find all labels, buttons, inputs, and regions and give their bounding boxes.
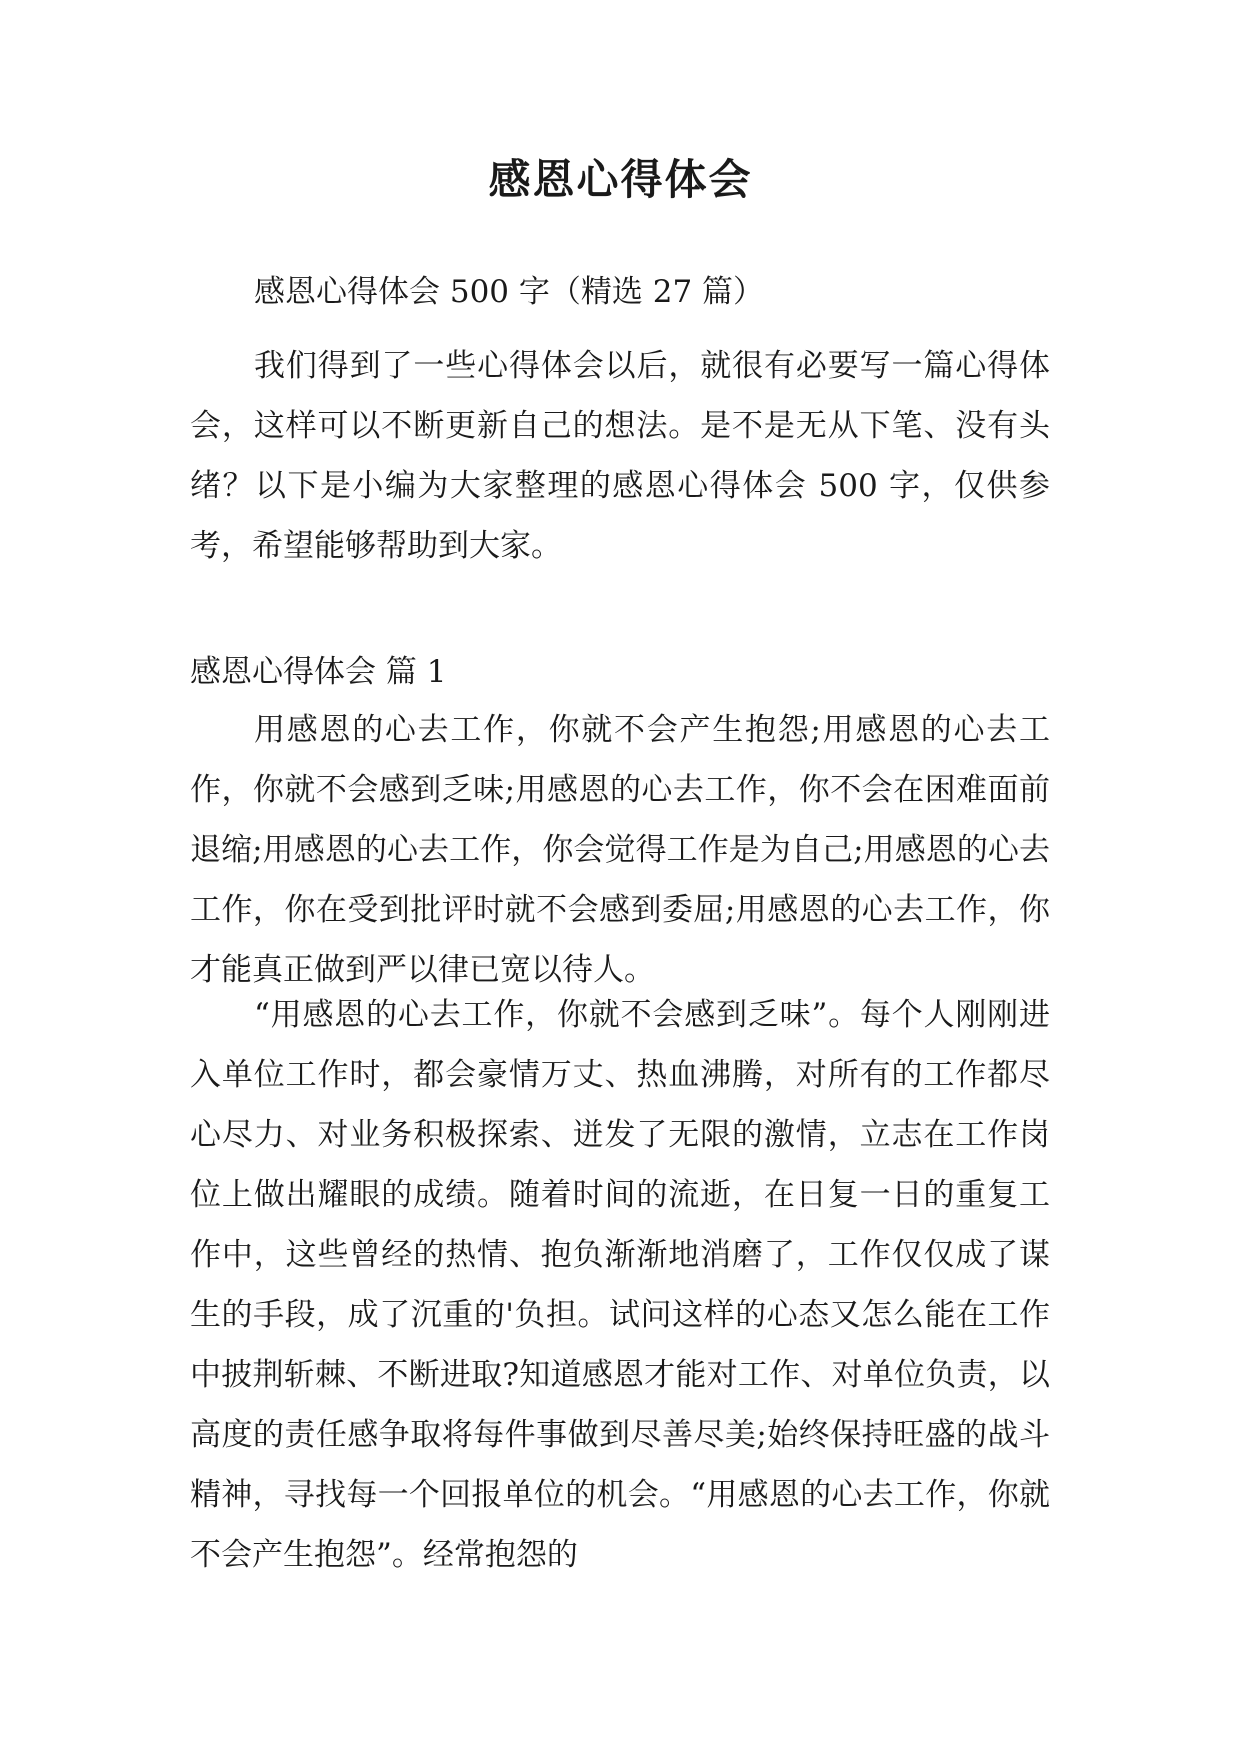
body-paragraph: “用感恩的心去工作，你就不会感到乏味”。每个人刚刚进入单位工作时，都会豪情万丈、热血沸腾，对所有的工作都尽心尽力、对业务积极探索、迸发了无限的激情，立志在工作岗位上做出耀眼的成绩。随着时间的流逝，在日复一日的重复工作中，这些曾经的热情、抱负渐渐地消磨了，工作仅仅成了谋生的手段，成了沉重的'负担。试问这样的心态又怎么能在工作中披荆斩棘、不断进取?知道感恩才能对工作、对单位负责，以高度的责任感争取将每件事做到尽善尽美;始终保持旺盛的战斗精神，寻找每一个回报单位的机会。“用感恩的心去工作，你就不会产生抱怨”。经常抱怨的 [190,997,1050,1573]
intro-paragraph: 我们得到了一些心得体会以后，就很有必要写一篇心得体会，这样可以不断更新自己的想法。是不是无从下笔、没有头绪？以下是小编为大家整理的感恩心得体会 500 字，仅供参考，希望能够帮助到大家。 [190,348,1050,564]
document-subtitle: 感恩心得体会 500 字（精选 27 篇） [254,274,765,310]
body-paragraph: 用感恩的心去工作，你就不会产生抱怨;用感恩的心去工作，你就不会感到乏味;用感恩的心去工作，你不会在困难面前退缩;用感恩的心去工作，你会觉得工作是为自己;用感恩的心去工作，你在受到批评时就不会感到委屈;用感恩的心去工作，你才能真正做到严以律已宽以待人。 [190,712,1050,988]
document-title: 感恩心得体会 [488,155,753,204]
section-heading: 感恩心得体会 篇 1 [190,654,447,690]
